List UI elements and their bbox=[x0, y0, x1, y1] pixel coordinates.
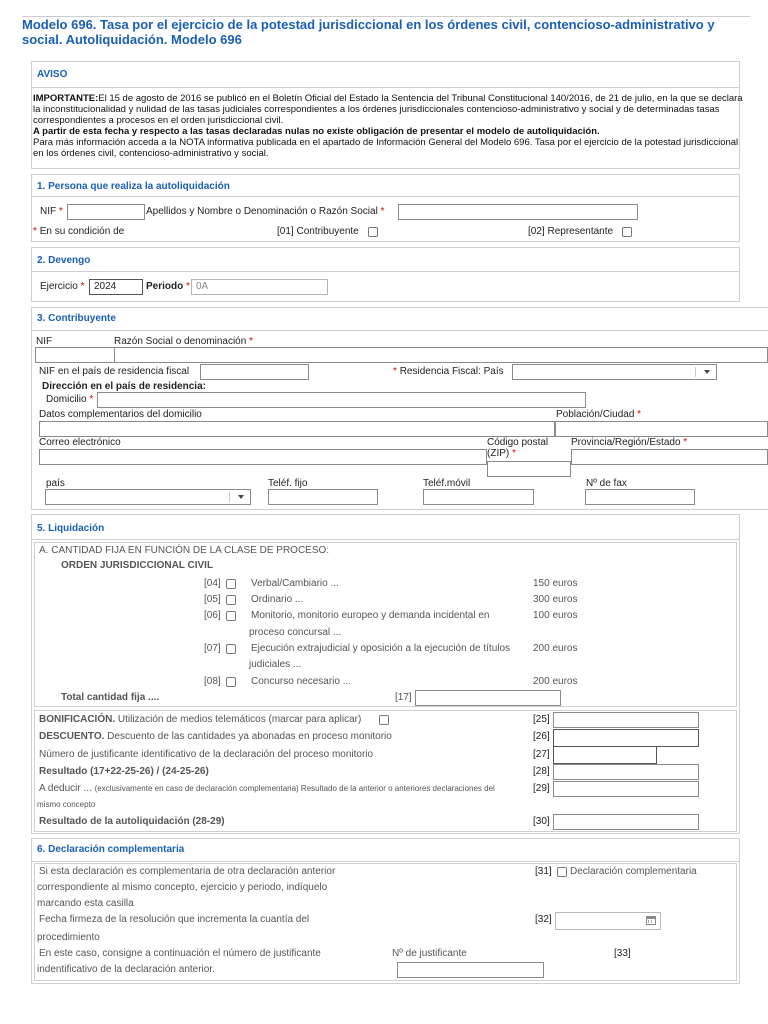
item-06-label-2: proceso concursal ... bbox=[249, 627, 342, 638]
contribuyente-label: [01] Contribuyente bbox=[277, 226, 359, 237]
section-2-divider bbox=[31, 271, 740, 272]
page-title: Modelo 696. Tasa por el ejercicio de la potestad jurisdiccional en los órdenes civil, contencioso-administrativo y social. Autoliquidación. Modelo 696 bbox=[22, 17, 715, 47]
residencia-label: * Residencia Fiscal: País bbox=[393, 366, 504, 377]
fax-label: Nº de fax bbox=[586, 478, 627, 489]
ejercicio-input[interactable]: 2024 bbox=[89, 279, 143, 295]
total-label: Total cantidad fija .... bbox=[61, 692, 160, 703]
orden-heading: ORDEN JURISDICCIONAL CIVIL bbox=[61, 560, 214, 571]
telf-movil-input[interactable] bbox=[423, 489, 534, 505]
aviso-text-2: A partir de esta fecha y respecto a las tasas declaradas nulas no existe obligación de presentar el modelo de autoliquidación. bbox=[33, 126, 600, 137]
contribuyente-checkbox[interactable] bbox=[368, 227, 378, 237]
item-05-label: Ordinario ... bbox=[251, 594, 304, 605]
caso-line-2: indentificativo de la declaración anterior. bbox=[37, 964, 215, 975]
complementaria-label: Declaración complementaria bbox=[570, 866, 697, 877]
descuento-input[interactable] bbox=[553, 729, 699, 747]
item-05-amount: 300 euros bbox=[533, 594, 578, 605]
condicion-label: * En su condición de bbox=[33, 226, 125, 237]
num-justificante-label: Número de justificante identificativo de la declaración del proceso monitorio bbox=[39, 749, 374, 760]
aviso-important-label: IMPORTANTE: bbox=[33, 93, 99, 104]
fecha-line-2: procedimiento bbox=[37, 932, 100, 943]
aviso-heading: AVISO bbox=[37, 69, 68, 80]
nif-pais-input[interactable] bbox=[200, 364, 309, 380]
comp-code-32: [32] bbox=[535, 914, 552, 925]
domicilio-label: Domicilio * bbox=[46, 394, 94, 405]
deducir-label-2: mismo concepto bbox=[37, 800, 96, 809]
chevron-down-icon bbox=[238, 495, 244, 499]
caso-line-1: En este caso, consigne a continuación el número de justificante bbox=[39, 948, 321, 959]
contrib-nif-input[interactable] bbox=[35, 347, 115, 363]
item-08-label: Concurso necesario ... bbox=[251, 676, 352, 687]
item-04-amount: 150 euros bbox=[533, 578, 578, 589]
item-06-amount: 100 euros bbox=[533, 610, 578, 621]
fecha-line-1: Fecha firmeza de la resolución que incrementa la cuantía del bbox=[39, 914, 310, 925]
a-heading: A. CANTIDAD FIJA EN FUNCIÓN DE LA CLASE DE PROCESO: bbox=[39, 545, 330, 556]
pais-label: país bbox=[46, 478, 65, 489]
comp-line-1: Si esta declaración es complementaria de otra declaración anterior bbox=[39, 866, 336, 877]
aviso-divider bbox=[31, 87, 740, 88]
bonificacion-code: [25] bbox=[533, 714, 550, 725]
item-07-label: Ejecución extrajudicial y oposición a la ejecución de títulos bbox=[251, 643, 511, 654]
cp-input[interactable] bbox=[487, 461, 571, 477]
residencia-select[interactable] bbox=[512, 364, 717, 380]
item-05-code: [05] bbox=[204, 594, 221, 605]
total-code: [17] bbox=[395, 692, 412, 703]
nif-pais-label: NIF en el país de residencia fiscal bbox=[39, 366, 190, 377]
provincia-label: Provincia/Región/Estado * bbox=[571, 437, 688, 448]
num-justificante-code: [27] bbox=[533, 749, 550, 760]
datos-comp-label: Datos complementarios del domicilio bbox=[39, 409, 202, 420]
resultado-label: Resultado (17+22-25-26) / (24-25-26) bbox=[39, 766, 209, 777]
item-08-amount: 200 euros bbox=[533, 676, 578, 687]
resultado-input[interactable] bbox=[553, 764, 699, 780]
deducir-label: A deducir ... (exclusivamente en caso de declaración complementaria) Resultado de la anterior o anteriores declaraciones del bbox=[39, 783, 495, 794]
section-2-title: 2. Devengo bbox=[37, 255, 91, 266]
razon-input[interactable] bbox=[114, 347, 768, 363]
descuento-code: [26] bbox=[533, 731, 550, 742]
telf-movil-label: Teléf.móvil bbox=[423, 478, 471, 489]
item-07-label-2: judiciales ... bbox=[249, 659, 302, 670]
ejercicio-label: Ejercicio * bbox=[40, 281, 85, 292]
correo-label: Correo electrónico bbox=[39, 437, 121, 448]
item-08-checkbox[interactable] bbox=[226, 677, 236, 687]
razon-label: Razón Social o denominación * bbox=[114, 336, 253, 347]
section-6-divider bbox=[31, 861, 740, 862]
calendar-icon[interactable] bbox=[646, 916, 656, 925]
fecha-input[interactable] bbox=[555, 912, 661, 930]
item-08-code: [08] bbox=[204, 676, 221, 687]
justificante-label: Nº de justificante bbox=[392, 948, 467, 959]
item-04-code: [04] bbox=[204, 578, 221, 589]
item-04-checkbox[interactable] bbox=[226, 579, 236, 589]
poblacion-label: Población/Ciudad * bbox=[556, 409, 642, 420]
section-1-title: 1. Persona que realiza la autoliquidación bbox=[37, 181, 230, 192]
resultado-auto-label: Resultado de la autoliquidación (28-29) bbox=[39, 816, 225, 827]
representante-label: [02] Representante bbox=[528, 226, 614, 237]
chevron-down-icon bbox=[704, 370, 710, 374]
item-06-code: [06] bbox=[204, 610, 221, 621]
bonificacion-input[interactable] bbox=[553, 712, 699, 728]
section-5-divider bbox=[31, 539, 740, 540]
cp-label: Código postal (ZIP) * bbox=[487, 437, 549, 459]
telf-fijo-input[interactable] bbox=[268, 489, 378, 505]
fax-input[interactable] bbox=[585, 489, 695, 505]
direccion-heading: Dirección en el país de residencia: bbox=[42, 381, 206, 392]
comp-code-31: [31] bbox=[535, 866, 552, 877]
item-04-label: Verbal/Cambiario ... bbox=[251, 578, 339, 589]
bonificacion-checkbox[interactable] bbox=[379, 715, 389, 725]
datos-comp-input[interactable] bbox=[39, 421, 555, 437]
section-3-divider bbox=[31, 330, 768, 331]
comp-code-33: [33] bbox=[614, 948, 631, 959]
resultado-auto-code: [30] bbox=[533, 816, 550, 827]
nif-label: NIF * bbox=[40, 206, 63, 217]
item-07-checkbox[interactable] bbox=[226, 644, 236, 654]
comp-line-2: correspondiente al mismo concepto, ejercicio y periodo, indíquelo bbox=[37, 882, 328, 893]
correo-input[interactable] bbox=[39, 449, 487, 465]
comp-line-3: marcando esta casilla bbox=[37, 898, 134, 909]
aviso-text-1: El 15 de agosto de 2016 se publicó en el Boletín Oficial del Estado la Sentencia del Tribunal Constitucional 140/2016, de 21 de julio, en la que se declara la inconstitucionalidad y nulidad de las tasas judiciales correspondientes a los órdenes jurisdiccionales contencioso-administrativo y social y de determinadas tasas correspondientes a procesos en el orden jurisdiccional civil. bbox=[33, 93, 743, 126]
deducir-input[interactable] bbox=[553, 781, 699, 797]
section-3-title: 3. Contribuyente bbox=[37, 313, 116, 324]
contrib-nif-label: NIF bbox=[36, 336, 53, 347]
section-6-title: 6. Declaración complementaria bbox=[37, 844, 185, 855]
provincia-input[interactable] bbox=[571, 449, 768, 465]
pais-select[interactable] bbox=[45, 489, 251, 505]
item-06-checkbox[interactable] bbox=[226, 611, 236, 621]
bonificacion-label: BONIFICACIÓN. Utilización de medios telemáticos (marcar para aplicar) bbox=[39, 714, 362, 725]
deducir-code: [29] bbox=[533, 783, 550, 794]
section-1-divider bbox=[31, 196, 740, 197]
telf-fijo-label: Teléf. fijo bbox=[268, 478, 308, 489]
item-07-amount: 200 euros bbox=[533, 643, 578, 654]
representante-checkbox[interactable] bbox=[622, 227, 632, 237]
resultado-code: [28] bbox=[533, 766, 550, 777]
descuento-label: DESCUENTO. Descuento de las cantidades ya abonadas en proceso monitorio bbox=[39, 731, 392, 742]
item-05-checkbox[interactable] bbox=[226, 595, 236, 605]
item-07-code: [07] bbox=[204, 643, 221, 654]
nif-input[interactable] bbox=[67, 204, 145, 220]
aviso-body bbox=[33, 93, 745, 159]
periodo-label: Periodo * bbox=[146, 281, 190, 292]
num-justificante-input[interactable] bbox=[553, 746, 657, 764]
resultado-auto-input[interactable] bbox=[553, 814, 699, 830]
apellidos-label: Apellidos y Nombre o Denominación o Razón Social * bbox=[146, 206, 385, 217]
justificante-input[interactable] bbox=[397, 962, 544, 978]
poblacion-input[interactable] bbox=[555, 421, 768, 437]
domicilio-input[interactable] bbox=[97, 392, 586, 408]
aviso-text-3: Para más información acceda a la NOTA informativa publicada en el apartado de Información General del Modelo 696. Tasa por el ejercicio de la potestad jurisdiccional en los órdenes civil, contencioso-administrativo y social. bbox=[33, 137, 739, 159]
complementaria-checkbox[interactable] bbox=[557, 867, 567, 877]
item-06-label: Monitorio, monitorio europeo y demanda incidental en bbox=[251, 610, 490, 621]
apellidos-input[interactable] bbox=[398, 204, 638, 220]
total-input[interactable] bbox=[415, 690, 561, 706]
periodo-input[interactable]: 0A bbox=[191, 279, 328, 295]
section-5-title: 5. Liquidación bbox=[37, 523, 105, 534]
